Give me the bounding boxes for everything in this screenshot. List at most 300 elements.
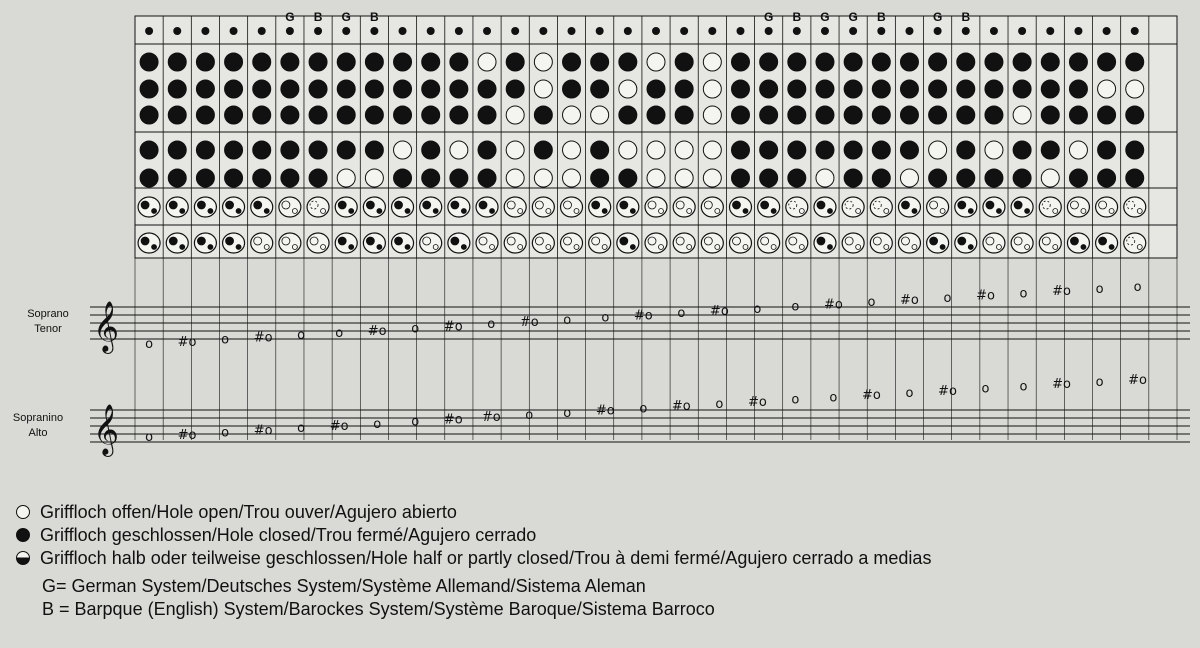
thumb-hole xyxy=(173,27,181,35)
finger-hole xyxy=(703,80,721,98)
double-hole-small xyxy=(574,209,579,214)
finger-hole xyxy=(1069,169,1087,187)
finger-hole xyxy=(675,80,693,98)
finger-hole xyxy=(1126,106,1144,124)
finger-hole xyxy=(703,169,721,187)
finger-hole xyxy=(140,80,158,98)
finger-hole xyxy=(591,106,609,124)
upper-staff-note-13: #o xyxy=(633,308,653,324)
double-hole-big xyxy=(226,201,234,209)
finger-hole xyxy=(534,106,552,124)
lower-staff-note-26: #o xyxy=(1128,372,1148,388)
system-header-23: B xyxy=(792,10,802,24)
double-hole xyxy=(1124,233,1146,253)
finger-hole xyxy=(253,53,271,71)
finger-hole xyxy=(422,80,440,98)
finger-hole xyxy=(957,141,975,159)
thumb-hole xyxy=(399,27,407,35)
lower-staff-note-8: #o xyxy=(443,412,463,428)
lower-staff-note-17: o xyxy=(791,392,800,408)
double-hole-small xyxy=(377,245,382,250)
thumb-hole xyxy=(624,27,632,35)
double-hole-big xyxy=(1099,201,1107,209)
finger-hole xyxy=(225,169,243,187)
finger-hole xyxy=(253,141,271,159)
finger-hole xyxy=(929,53,947,71)
double-hole-small xyxy=(546,209,551,214)
thumb-hole xyxy=(201,27,209,35)
finger-hole xyxy=(1041,141,1059,159)
finger-hole xyxy=(168,169,186,187)
finger-hole xyxy=(309,80,327,98)
finger-hole xyxy=(281,80,299,98)
thumb-hole xyxy=(1018,27,1026,35)
lower-staff-note-14: #o xyxy=(671,399,691,415)
finger-hole xyxy=(168,141,186,159)
finger-hole xyxy=(253,106,271,124)
lower-staff-note-22: o xyxy=(981,381,990,397)
finger-hole xyxy=(140,106,158,124)
double-hole-small xyxy=(518,209,523,214)
finger-hole xyxy=(816,53,834,71)
finger-hole xyxy=(1013,169,1031,187)
finger-hole xyxy=(985,80,1003,98)
finger-hole xyxy=(788,141,806,159)
finger-hole xyxy=(619,141,637,159)
finger-hole xyxy=(1126,141,1144,159)
double-hole-small xyxy=(1109,245,1114,250)
finger-hole xyxy=(844,169,862,187)
thumb-hole xyxy=(877,27,885,35)
finger-hole xyxy=(619,169,637,187)
finger-hole xyxy=(281,141,299,159)
fingering-grid xyxy=(135,16,1177,258)
finger-hole xyxy=(957,169,975,187)
double-hole-small xyxy=(490,245,495,250)
thumb-hole xyxy=(596,27,604,35)
half-closed-hole-icon xyxy=(16,551,30,565)
legend-open xyxy=(16,500,931,523)
double-hole-big xyxy=(704,237,712,245)
thumb-hole xyxy=(568,27,576,35)
double-hole xyxy=(842,197,864,217)
finger-hole xyxy=(1013,106,1031,124)
double-hole-big xyxy=(789,237,797,245)
double-hole-small xyxy=(602,245,607,250)
finger-hole xyxy=(703,106,721,124)
double-hole-big xyxy=(845,201,853,209)
double-hole-small xyxy=(940,209,945,214)
legend-baroque: B = Barpque (English) System/Barockes System/Système Baroque/Sistema Barroco xyxy=(42,599,715,619)
finger-hole xyxy=(534,169,552,187)
double-hole-big xyxy=(197,237,205,245)
finger-hole xyxy=(731,80,749,98)
system-header-8: B xyxy=(370,10,379,24)
double-hole-big xyxy=(648,237,656,245)
double-hole-small xyxy=(1053,209,1058,214)
double-hole-big xyxy=(817,237,825,245)
thumb-hole xyxy=(258,27,266,35)
finger-hole xyxy=(337,106,355,124)
double-hole-big xyxy=(1070,237,1078,245)
finger-hole xyxy=(506,106,524,124)
finger-hole xyxy=(844,53,862,71)
double-hole-big xyxy=(620,201,628,209)
finger-hole xyxy=(1098,53,1116,71)
double-hole-big xyxy=(676,201,684,209)
finger-hole xyxy=(788,80,806,98)
upper-staff-note-17: o xyxy=(791,299,800,315)
double-hole-big xyxy=(1014,237,1022,245)
double-hole-big xyxy=(310,201,318,209)
finger-hole xyxy=(591,53,609,71)
double-hole-small xyxy=(996,209,1001,214)
upper-staff-note-23: o xyxy=(1019,286,1028,302)
double-hole-small xyxy=(968,245,973,250)
finger-hole xyxy=(985,141,1003,159)
double-hole-big xyxy=(535,237,543,245)
double-hole-big xyxy=(1042,237,1050,245)
lower-staff-note-19: #o xyxy=(862,388,881,404)
lower-staff-treble-clef: 𝄞 xyxy=(93,404,120,455)
finger-hole xyxy=(872,53,890,71)
double-hole-big xyxy=(901,201,909,209)
finger-hole xyxy=(731,169,749,187)
double-hole-big xyxy=(732,237,740,245)
lower-staff-note-12: #o xyxy=(595,403,615,419)
double-hole-big xyxy=(479,201,487,209)
double-hole-small xyxy=(912,245,917,250)
double-hole-big xyxy=(282,237,290,245)
double-hole-big xyxy=(451,201,459,209)
double-hole-small xyxy=(687,245,692,250)
double-hole-big xyxy=(620,237,628,245)
double-hole-small xyxy=(180,245,185,250)
double-hole-big xyxy=(873,237,881,245)
double-hole-big xyxy=(1070,201,1078,209)
double-hole-small xyxy=(321,245,326,250)
upper-staff-note-9: o xyxy=(487,317,496,333)
thumb-hole xyxy=(286,27,294,35)
finger-hole xyxy=(478,106,496,124)
system-header-26: B xyxy=(876,10,886,24)
finger-hole xyxy=(675,141,693,159)
system-header-25: G xyxy=(848,10,858,24)
double-hole-big xyxy=(901,237,909,245)
system-header-24: G xyxy=(820,10,830,24)
finger-hole xyxy=(168,80,186,98)
finger-hole xyxy=(506,141,524,159)
legend-closed-text: Griffloch geschlossen/Hole closed/Trou fermé/Agujero cerrado xyxy=(40,524,537,545)
double-hole-small xyxy=(884,245,889,250)
double-hole-big xyxy=(648,201,656,209)
double-hole-big xyxy=(535,201,543,209)
double-hole-small xyxy=(1109,209,1114,214)
finger-hole xyxy=(168,106,186,124)
finger-hole xyxy=(450,169,468,187)
finger-hole xyxy=(816,106,834,124)
legend-half xyxy=(16,546,931,569)
finger-hole xyxy=(703,141,721,159)
finger-hole xyxy=(591,169,609,187)
finger-hole xyxy=(1069,80,1087,98)
finger-hole xyxy=(563,169,581,187)
double-hole-big xyxy=(169,201,177,209)
finger-hole xyxy=(1098,141,1116,159)
upper-staff-note-20: #o xyxy=(900,293,919,308)
double-hole-small xyxy=(405,209,410,214)
finger-hole xyxy=(478,169,496,187)
upper-staff-note-26: o xyxy=(1133,279,1142,295)
finger-hole xyxy=(675,169,693,187)
finger-hole xyxy=(619,80,637,98)
double-hole xyxy=(307,197,329,217)
finger-hole xyxy=(675,53,693,71)
finger-hole xyxy=(731,53,749,71)
double-hole-big xyxy=(507,237,515,245)
double-hole-small xyxy=(940,245,945,250)
double-hole-small xyxy=(349,245,354,250)
double-hole-big xyxy=(1127,237,1135,245)
double-hole-small xyxy=(433,209,438,214)
double-hole-big xyxy=(817,201,825,209)
double-hole-big xyxy=(761,201,769,209)
double-hole-small xyxy=(827,245,832,250)
double-hole-big xyxy=(986,237,994,245)
finger-hole xyxy=(337,169,355,187)
thumb-hole xyxy=(652,27,660,35)
double-hole-big xyxy=(930,201,938,209)
double-hole-big xyxy=(366,237,374,245)
double-hole-big xyxy=(958,201,966,209)
finger-hole xyxy=(422,106,440,124)
system-header-22: G xyxy=(763,10,774,24)
finger-hole xyxy=(1041,80,1059,98)
finger-hole xyxy=(957,106,975,124)
lower-staff-note-20: o xyxy=(905,386,914,401)
system-header-29: B xyxy=(961,10,971,24)
upper-staff-note-2: o xyxy=(221,332,230,348)
finger-hole xyxy=(140,53,158,71)
upper-staff-note-4: o xyxy=(297,328,306,344)
finger-hole xyxy=(309,169,327,187)
finger-hole xyxy=(900,106,918,124)
double-hole-small xyxy=(1137,209,1142,214)
finger-hole xyxy=(1013,80,1031,98)
upper-staff-note-1: #o xyxy=(177,334,197,350)
finger-hole xyxy=(168,53,186,71)
double-hole-small xyxy=(152,245,157,250)
double-hole-big xyxy=(930,237,938,245)
thumb-hole xyxy=(736,27,744,35)
double-hole-small xyxy=(405,245,410,250)
finger-hole xyxy=(196,141,214,159)
finger-hole xyxy=(281,53,299,71)
double-hole-small xyxy=(715,245,720,250)
system-header-28: G xyxy=(932,10,943,24)
finger-hole xyxy=(619,106,637,124)
lower-staff-note-11: o xyxy=(563,405,572,421)
double-hole-big xyxy=(169,237,177,245)
finger-hole xyxy=(253,169,271,187)
finger-hole xyxy=(478,141,496,159)
thumb-hole xyxy=(1046,27,1054,35)
finger-hole xyxy=(900,53,918,71)
finger-hole xyxy=(957,80,975,98)
double-hole-big xyxy=(395,201,403,209)
finger-hole xyxy=(506,80,524,98)
finger-hole xyxy=(450,80,468,98)
finger-hole xyxy=(1126,80,1144,98)
thumb-hole xyxy=(793,27,801,35)
lower-staff-note-3: #o xyxy=(253,423,273,439)
finger-hole xyxy=(591,80,609,98)
finger-hole xyxy=(844,141,862,159)
double-hole-big xyxy=(845,237,853,245)
double-hole-small xyxy=(546,245,551,250)
double-hole xyxy=(1124,197,1146,217)
finger-hole xyxy=(1041,53,1059,71)
finger-hole xyxy=(365,80,383,98)
upper-staff-note-5: o xyxy=(335,326,344,341)
double-hole-small xyxy=(630,245,635,250)
double-hole-big xyxy=(479,237,487,245)
double-hole-big xyxy=(564,201,572,209)
lower-staff-note-15: o xyxy=(715,397,724,412)
finger-hole xyxy=(450,53,468,71)
system-header-5: G xyxy=(285,10,295,24)
lower-staff-note-0: o xyxy=(145,430,154,445)
thumb-hole xyxy=(1074,27,1082,35)
finger-hole xyxy=(534,80,552,98)
finger-hole xyxy=(309,106,327,124)
finger-hole xyxy=(196,80,214,98)
thumb-hole xyxy=(849,27,857,35)
finger-hole xyxy=(394,80,412,98)
double-hole-small xyxy=(743,245,748,250)
finger-hole xyxy=(196,169,214,187)
finger-hole xyxy=(534,141,552,159)
double-hole-small xyxy=(1081,209,1086,214)
double-hole-big xyxy=(254,237,262,245)
double-hole-big xyxy=(141,201,149,209)
staff-label-soprano: Soprano xyxy=(27,308,69,320)
lower-staff-note-24: #o xyxy=(1052,377,1071,393)
finger-hole xyxy=(872,106,890,124)
finger-hole xyxy=(337,53,355,71)
lower-staff-note-10: o xyxy=(525,408,534,423)
upper-staff-note-7: o xyxy=(411,321,420,337)
finger-hole xyxy=(394,141,412,159)
finger-hole xyxy=(563,80,581,98)
thumb-hole xyxy=(145,27,153,35)
system-header-6: B xyxy=(313,10,323,24)
double-hole-small xyxy=(856,245,861,250)
double-hole-small xyxy=(518,245,523,250)
double-hole-small xyxy=(827,209,832,214)
thumb-hole xyxy=(934,27,942,35)
thumb-hole xyxy=(1103,27,1111,35)
upper-staff-note-8: #o xyxy=(443,319,463,335)
double-hole-small xyxy=(659,245,664,250)
lower-staff-note-25: o xyxy=(1095,375,1104,390)
double-hole-small xyxy=(292,209,297,214)
upper-staff-note-16: o xyxy=(753,301,762,317)
double-hole xyxy=(870,197,892,217)
thumb-hole xyxy=(314,27,322,35)
lower-staff-note-23: o xyxy=(1019,379,1028,395)
double-hole-small xyxy=(687,209,692,214)
lower-staff-note-7: o xyxy=(411,414,420,430)
double-hole-small xyxy=(715,209,720,214)
double-hole-small xyxy=(1081,245,1086,250)
finger-hole xyxy=(619,53,637,71)
finger-hole xyxy=(1126,169,1144,187)
double-hole-big xyxy=(338,237,346,245)
double-hole-big xyxy=(366,201,374,209)
finger-hole xyxy=(731,106,749,124)
double-hole-big xyxy=(564,237,572,245)
finger-hole xyxy=(788,53,806,71)
finger-hole xyxy=(422,53,440,71)
staff-label-tenor: Tenor xyxy=(34,323,62,335)
closed-hole-icon xyxy=(16,528,30,542)
finger-hole xyxy=(816,141,834,159)
thumb-hole xyxy=(427,27,435,35)
double-hole-small xyxy=(659,209,664,214)
finger-hole xyxy=(647,106,665,124)
double-hole-small xyxy=(574,245,579,250)
upper-staff-note-10: #o xyxy=(519,315,539,330)
staff-label-alto: Alto xyxy=(28,427,48,439)
thumb-hole xyxy=(342,27,350,35)
double-hole-small xyxy=(461,209,466,214)
finger-hole xyxy=(760,106,778,124)
thumb-hole xyxy=(483,27,491,35)
double-hole-small xyxy=(771,209,776,214)
double-hole-big xyxy=(958,237,966,245)
double-hole-big xyxy=(254,201,262,209)
finger-hole xyxy=(985,106,1003,124)
finger-hole xyxy=(506,169,524,187)
double-hole-small xyxy=(968,209,973,214)
double-hole-big xyxy=(338,201,346,209)
double-hole-big xyxy=(873,201,881,209)
finger-hole xyxy=(591,141,609,159)
double-hole-big xyxy=(310,237,318,245)
upper-staff-note-22: #o xyxy=(976,288,995,304)
double-hole-small xyxy=(180,209,185,214)
finger-hole xyxy=(1069,106,1087,124)
double-hole-small xyxy=(912,209,917,214)
double-hole-small xyxy=(743,209,748,214)
lower-staff-note-13: o xyxy=(639,401,648,417)
finger-hole xyxy=(225,106,243,124)
finger-hole xyxy=(1069,53,1087,71)
double-hole-small xyxy=(884,209,889,214)
upper-staff-note-11: o xyxy=(563,312,572,328)
double-hole-big xyxy=(1099,237,1107,245)
lower-staff-note-18: o xyxy=(829,390,838,406)
finger-hole xyxy=(253,80,271,98)
finger-hole xyxy=(394,106,412,124)
staff-label-sopranino: Sopranino xyxy=(12,412,64,424)
lower-staff-note-21: #o xyxy=(938,383,957,399)
finger-hole xyxy=(1126,53,1144,71)
double-hole xyxy=(1039,197,1061,217)
finger-hole xyxy=(394,53,412,71)
finger-hole xyxy=(872,169,890,187)
